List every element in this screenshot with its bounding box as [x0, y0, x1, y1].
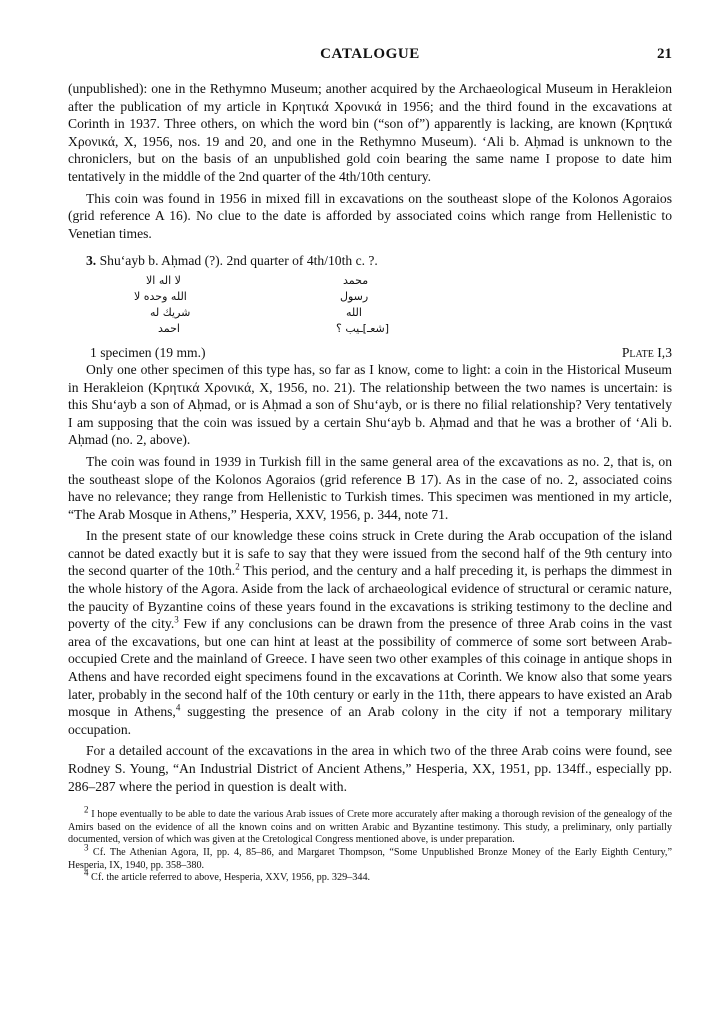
- entry-heading: [68, 252, 672, 270]
- reverse-line-3: الله: [346, 305, 362, 319]
- running-title: CATALOGUE: [320, 46, 420, 62]
- footnote-2: [68, 804, 672, 847]
- footnotes: [68, 804, 672, 885]
- paragraph-5-part-a: In the present state of our knowledge these coins struck in Crete during the Arab occupation of the island cannot be dated exactly but it is safe to say that they were issued from the second half of the 9th century into the second quarter of the 10th.: [68, 528, 672, 579]
- footnote-ref-3: 3: [174, 614, 179, 625]
- paragraph-4: The coin was found in 1939 in Turkish fill in the same general area of the excavations as no. 2, that is, on the southeast slope of the Kolonos Agoraios (grid reference B 17). As in the case of no. 2, associated coins have no relevance; they range from Hellenistic to Turkish times. This specimen was mentioned in my article, “The Arab Mosque in Athens,” Hesperia, XXV, 1956, p. 344, note 71.: [68, 453, 672, 522]
- paragraph-1: (unpublished): one in the Rethymno Museum; another acquired by the Archaeological Museum in Herakleion after the publication of my article in Κρητικά Χρονικά in 1956; and the third found in the excavations at Corinth in 1937. Three others, on which the word bin (“son of”) apparently is lacking, are known (Κρητικά Χρονικά, X, 1956, nos. 19 and 20, and one in the Rethymno Museum). ‘Ali b. Aḥmad is unknown to the chroniclers, but on the basis of an unpublished gold coin bearing the same name I propose to date him tentatively in the middle of the 2nd quarter of the 4th/10th century.: [68, 81, 672, 184]
- reverse-line-2: رسول: [340, 289, 369, 303]
- obverse-line-1: لا اله الا: [146, 273, 181, 287]
- footnote-ref-4: 4: [175, 702, 181, 713]
- footnote-text-4: Cf. the article referred to above, Hesperia, XXV, 1956, pp. 329–344.: [88, 872, 371, 884]
- specimen-count: 1 specimen (19 mm.): [90, 344, 206, 360]
- obverse-line-4: احمد: [158, 321, 180, 335]
- paragraph-5-part-b: This period, and the century and a half preceding it, is perhaps the dimmest in the whole history of the Agora. Aside from the lack of archaeological evidence of structural or ceramic nature, the paucity of Byzantine coins of these years found in the excavations is striking testimony to the decline and poverty of the city.: [68, 563, 672, 632]
- footnote-mark-2: 2: [84, 804, 89, 815]
- body-text: [68, 80, 672, 795]
- paragraph-5-part-c: Few if any conclusions can be drawn from the presence of three Arab coins in the vast area of the excavations, but one can hint at least at the possibility of commerce of some sort between Arab-occupied Crete and the mainland of Greece. I have seen two other examples of this coinage in antique shops in Athens and have recorded eight specimens found in the excavations at Corinth. We know also that some years later, probably in the second half of the 10th century or early in the 11th, there appears to have existed an Arab mosque in Athens,: [68, 616, 672, 720]
- running-header: [68, 46, 672, 66]
- footnote-text-2: I hope eventually to be able to date the various Arab issues of Crete more accurately after making a thorough revision of the genealogy of the Amirs based on the evidence of all the known coins and on written Arabic and Byzantine testimony. This study, a preliminary, only partially documented, version of which was given at the Cretological Congress mentioned above, is under preparation.: [68, 809, 672, 846]
- coin-inscription: [68, 272, 672, 338]
- paragraph-2: This coin was found in 1956 in mixed fill in excavations on the southeast slope of the Kolonos Agoraios (grid reference A 16). No clue to the date is afforded by associated coins which range from Hellenistic to Venetian times.: [68, 190, 672, 241]
- page-number: 21: [657, 46, 672, 62]
- footnote-4: [68, 867, 672, 885]
- paragraph-3: Only one other specimen of this type has, so far as I know, come to light: a coin in the Historical Museum in Herakleion (Κρητικά Χρονικά, X, 1956, no. 21). The relationship between the two names is uncertain: is this Shu‘ayb a son of Aḥmad, or is Aḥmad a son of Shu‘ayb, or is there no filial relationship? Very tentatively I am supposing that the coin was issued by a certain Shu‘ayb b. Aḥmad and that he was a brother of ‘Ali b. Aḥmad (no. 2, above).: [68, 361, 672, 448]
- entry-title: Shu‘ayb b. Aḥmad (?). 2nd quarter of 4th/10th c. ?.: [96, 253, 378, 269]
- paragraph-6: For a detailed account of the excavations in the area in which two of the three Arab coins were found, see Rodney S. Young, “An Industrial District of Ancient Athens,” Hesperia, XX, 1951, pp. 134ff., especially pp. 286–287 where the period in question is dealt with.: [68, 743, 672, 794]
- catalogue-entry-3: [68, 252, 672, 361]
- specimen-line: [68, 344, 672, 361]
- page: [68, 0, 672, 885]
- footnote-mark-4: 4: [84, 867, 89, 878]
- obverse-line-2: الله وحده لا: [134, 289, 187, 303]
- footnote-3: [68, 842, 672, 872]
- footnote-ref-2: 2: [235, 561, 240, 572]
- reverse-line-4: [شعـ]ـيب ؟: [336, 321, 390, 335]
- obverse-line-3: شريك له: [150, 305, 191, 319]
- reverse-line-1: محمد: [343, 273, 369, 287]
- footnote-text-3: Cf. The Athenian Agora, II, pp. 4, 85–86, and Margaret Thompson, “Some Unpublished Bronze Money of the Early Eighth Century,” Hesperia, IX, 1940, pp. 358–380.: [68, 846, 672, 871]
- plate-reference: Plate I,3: [621, 344, 672, 360]
- footnote-mark-3: 3: [84, 842, 89, 853]
- paragraph-5-part-d: suggesting the presence of an Arab colony in the city if not a temporary military occupation.: [68, 704, 672, 737]
- entry-number: 3.: [86, 253, 97, 269]
- paragraph-5: [68, 527, 672, 738]
